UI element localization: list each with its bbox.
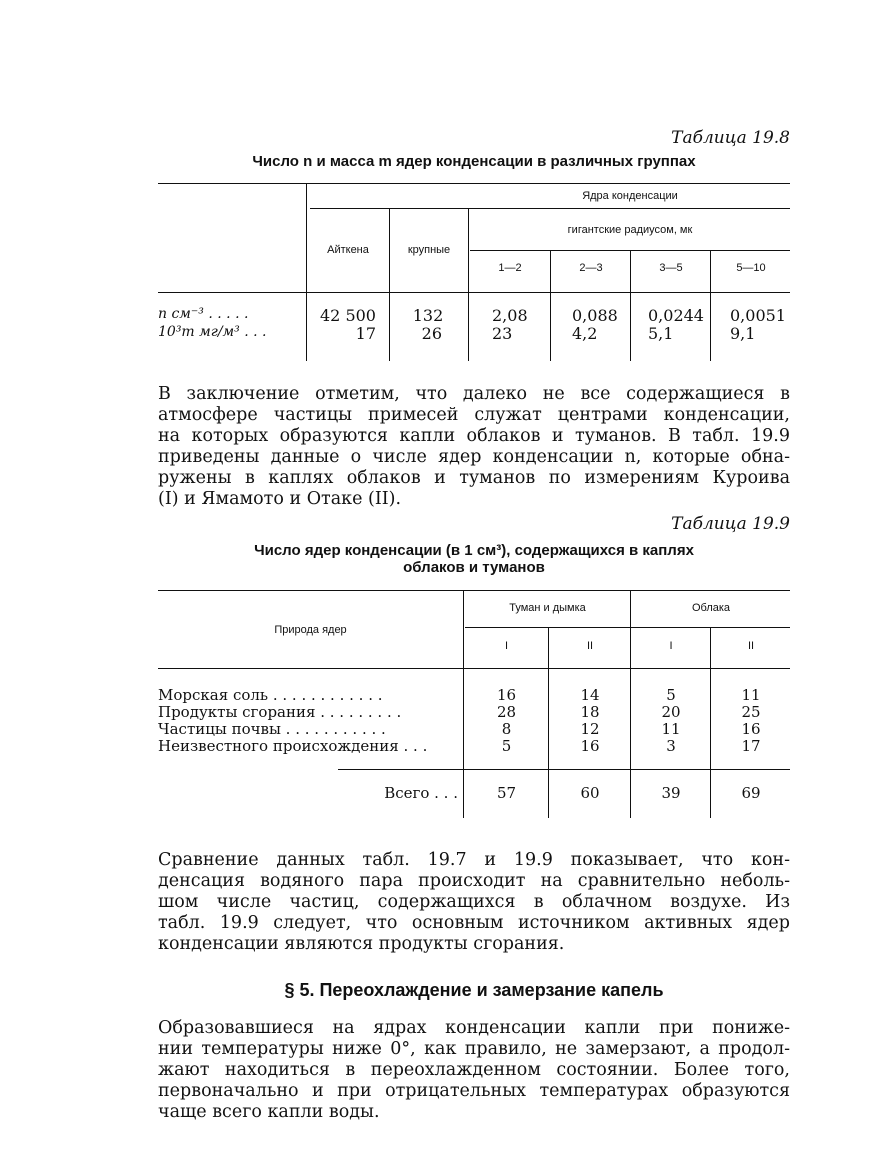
table-cell: 9,1 [730, 324, 756, 343]
paragraph-2 [158, 850, 790, 955]
table-cell: 132 [412, 306, 444, 325]
table-cell: 3 [666, 737, 676, 755]
table-top-rule [158, 183, 790, 184]
text-line: первоначально и при отрицательных температурах образуются [158, 1081, 790, 1101]
rule [548, 627, 549, 818]
rule [158, 292, 790, 293]
total-cell: 57 [496, 784, 517, 802]
paragraph-3 [158, 1018, 790, 1123]
header-clouds: Облака [691, 602, 731, 614]
rule [310, 208, 790, 209]
table-cell: 8 [501, 720, 512, 738]
rule [463, 590, 464, 818]
rule [550, 250, 551, 361]
header-condensation-nuclei: Ядра конденсации [582, 190, 678, 202]
rule [465, 627, 790, 628]
row-label: 10³m мг/м³ . . . [158, 324, 267, 340]
text-line: жают находиться в переохлажденном состоянии. Более того, [158, 1060, 790, 1080]
row-label: n см⁻³ . . . . . [158, 306, 249, 322]
text-line: Образовавшиеся на ядрах конденсации капли при пониже- [158, 1018, 790, 1038]
text-line: Сравнение данных табл. 19.7 и 19.9 показывает, что кон- [158, 850, 790, 870]
text-line: шом числе частиц, содержащихся в облачном воздухе. Из [158, 892, 790, 912]
table-cell: 25 [741, 703, 761, 721]
header-fog: Туман и дымка [509, 602, 586, 614]
header-range: 3—5 [659, 262, 683, 274]
table-cell: 5 [501, 737, 512, 755]
header-sub: I [669, 640, 673, 652]
table-top-rule [158, 590, 790, 591]
header-sub: II [586, 640, 594, 652]
table-cell: 20 [661, 703, 681, 721]
table-cell: 5,1 [648, 324, 674, 343]
table-title-19-9-line2: облаков и туманов [403, 559, 545, 576]
header-range: 5—10 [736, 262, 766, 274]
header-large: крупные [407, 244, 451, 256]
rule [306, 183, 307, 361]
table-cell: 12 [580, 720, 600, 738]
text-line: чаще всего капли воды. [158, 1102, 380, 1122]
table-cell: 16 [580, 737, 600, 755]
table-cell: 14 [580, 686, 600, 704]
rule [338, 769, 790, 770]
total-cell: 39 [661, 784, 681, 802]
header-aitken: Айткена [327, 244, 369, 256]
total-cell: 69 [741, 784, 761, 802]
table-cell: 4,2 [572, 324, 598, 343]
row-label: Частицы почвы . . . . . . . . . . . [158, 720, 386, 738]
text-line: (I) и Ямамото и Отаке (II). [158, 489, 402, 509]
paragraph-1 [158, 384, 790, 510]
header-sub: II [747, 640, 755, 652]
rule [710, 250, 711, 361]
table-cell: 11 [741, 686, 761, 704]
table-cell: 0,088 [572, 306, 618, 325]
table-cell: 28 [496, 703, 517, 721]
table-cell: 42 500 [320, 306, 376, 325]
header-giant: гигантские радиусом, мк [567, 224, 693, 236]
text-line: нии температуры ниже 0°, как правило, не замерзают, а продол- [158, 1039, 790, 1059]
rule [389, 208, 390, 361]
text-line: ружены в каплях облаков и туманов по измерениям Куроива [158, 468, 790, 488]
table-cell: 16 [741, 720, 761, 738]
rule [468, 208, 469, 361]
text-line: на которых образуются капли облаков и туманов. В табл. 19.9 [158, 426, 790, 446]
text-line: приведены данные о числе ядер конденсации n, которые обна- [158, 447, 790, 467]
section-title: § 5. Переохлаждение и замерзание капель [284, 980, 664, 1000]
total-cell: 60 [580, 784, 600, 802]
table-caption-19-8: Таблица 19.8 [671, 128, 790, 148]
table-title-19-9-line1: Число ядер конденсации (в 1 см³), содержащихся в каплях [254, 542, 694, 559]
text-line: конденсации являются продукты сгорания. [158, 934, 565, 954]
header-sub: I [504, 640, 509, 652]
table-cell: 26 [421, 324, 442, 343]
header-range: 1—2 [498, 262, 522, 274]
text-line: В заключение отметим, что далеко не все содержащиеся в [158, 384, 790, 404]
header-range: 2—3 [579, 262, 603, 274]
rule [630, 250, 631, 361]
table-cell: 11 [661, 720, 681, 738]
row-label: Морская соль . . . . . . . . . . . . [158, 686, 383, 704]
table-cell: 23 [492, 324, 513, 343]
table-cell: 16 [496, 686, 517, 704]
table-caption-19-9: Таблица 19.9 [671, 514, 790, 534]
table-cell: 17 [741, 737, 761, 755]
table-cell: 5 [666, 686, 676, 704]
table-cell: 2,08 [492, 306, 528, 325]
rule [710, 627, 711, 818]
table-cell: 0,0244 [648, 306, 704, 325]
text-line: денсация водяного пара происходит на сравнительно неболь- [158, 871, 790, 891]
text-line: атмосфере частицы примесей служат центрами конденсации, [158, 405, 790, 425]
row-label: Неизвестного происхождения . . . [158, 737, 428, 755]
rule [630, 590, 631, 818]
header-nature: Природа ядер [274, 624, 347, 636]
text-line: табл. 19.9 следует, что основным источником активных ядер [158, 913, 790, 933]
row-label: Продукты сгорания . . . . . . . . . [158, 703, 402, 721]
rule [158, 668, 790, 669]
table-title-19-8: Число n и масса m ядер конденсации в различных группах [252, 153, 696, 170]
table-cell: 0,0051 [730, 306, 786, 325]
table-cell: 17 [355, 324, 376, 343]
total-label: Всего . . . [384, 784, 458, 802]
table-cell: 18 [580, 703, 600, 721]
